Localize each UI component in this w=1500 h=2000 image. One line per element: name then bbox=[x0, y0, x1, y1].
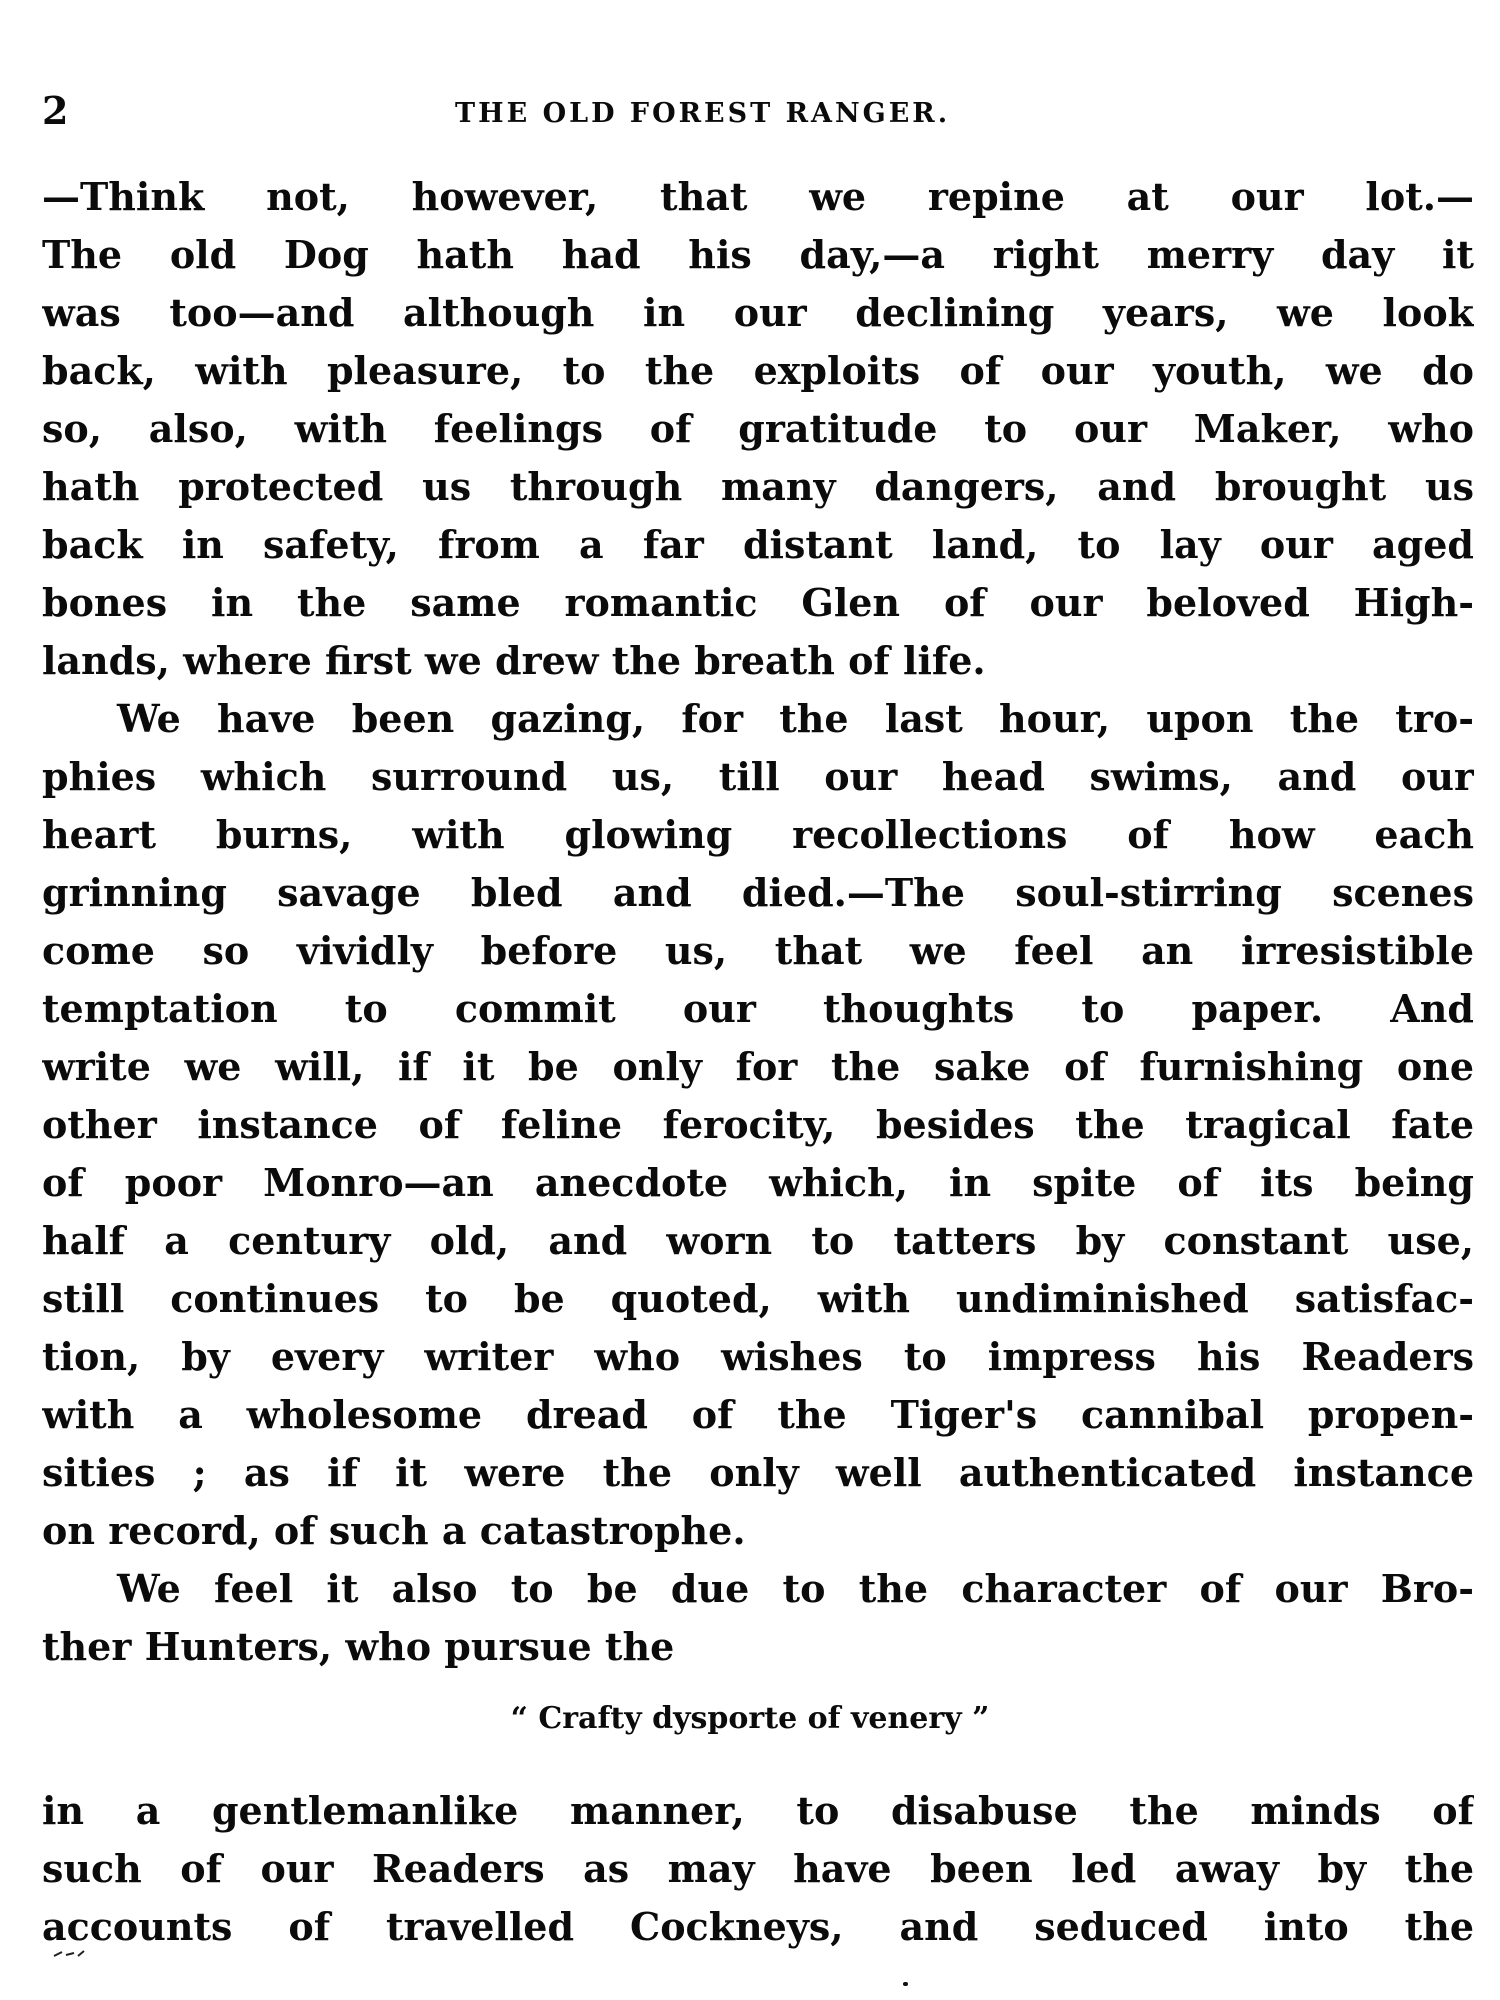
text-line: write we will, if it be only for the sake of furnishing one bbox=[42, 1044, 1474, 1089]
text-line: grinning savage bled and died.—The soul-stirring scenes bbox=[42, 870, 1474, 915]
text-line: ther Hunters, who pursue the bbox=[42, 1624, 675, 1669]
text-line: tion, by every writer who wishes to impress his Readers bbox=[42, 1334, 1474, 1379]
text-line: so, also, with feelings of gratitude to our Maker, who bbox=[42, 406, 1474, 451]
text-line: half a century old, and worn to tatters by constant use, bbox=[42, 1218, 1474, 1263]
body-text-after-quote bbox=[42, 1782, 1474, 1956]
text-line: sities ; as if it were the only well authenticated instance bbox=[42, 1450, 1474, 1495]
scan-artifact-mark bbox=[52, 1948, 86, 1958]
text-line: The old Dog hath had his day,—a right merry day it bbox=[42, 232, 1474, 277]
body-text-before-quote bbox=[42, 168, 1474, 1676]
text-line: back in safety, from a far distant land, to lay our aged bbox=[42, 522, 1474, 567]
text-line: accounts of travelled Cockneys, and seduced into the bbox=[42, 1904, 1474, 1949]
text-line: on record, of such a catastrophe. bbox=[42, 1508, 746, 1553]
text-line: bones in the same romantic Glen of our beloved High- bbox=[42, 580, 1474, 625]
text-line: We feel it also to be due to the character of our Bro- bbox=[117, 1566, 1474, 1611]
block-quotation: “ Crafty dysporte of venery ” bbox=[510, 1701, 990, 1736]
text-line: —Think not, however, that we repine at our lot.— bbox=[42, 174, 1474, 219]
text-line: heart burns, with glowing recollections of how each bbox=[42, 812, 1474, 857]
page-number: 2 bbox=[42, 88, 69, 133]
text-line: other instance of feline ferocity, besides the tragical fate bbox=[42, 1102, 1474, 1147]
text-line: lands, where first we drew the breath of life. bbox=[42, 638, 986, 683]
text-line: in a gentlemanlike manner, to disabuse the minds of bbox=[42, 1788, 1474, 1833]
text-line: back, with pleasure, to the exploits of our youth, we do bbox=[42, 348, 1474, 393]
text-line: come so vividly before us, that we feel an irresistible bbox=[42, 928, 1474, 973]
running-head: THE OLD FOREST RANGER. bbox=[455, 98, 951, 129]
text-line: We have been gazing, for the last hour, upon the tro- bbox=[117, 696, 1474, 741]
text-line: was too—and although in our declining years, we look bbox=[42, 290, 1474, 335]
text-line: still continues to be quoted, with undiminished satisfac- bbox=[42, 1276, 1474, 1321]
text-line: temptation to commit our thoughts to paper. And bbox=[42, 986, 1474, 1031]
text-line: with a wholesome dread of the Tiger's cannibal propen- bbox=[42, 1392, 1474, 1437]
text-line: of poor Monro—an anecdote which, in spite of its being bbox=[42, 1160, 1474, 1205]
text-line: phies which surround us, till our head swims, and our bbox=[42, 754, 1474, 799]
text-line: hath protected us through many dangers, and brought us bbox=[42, 464, 1474, 509]
scan-speck bbox=[903, 1982, 908, 1986]
text-line: such of our Readers as may have been led away by the bbox=[42, 1846, 1474, 1891]
